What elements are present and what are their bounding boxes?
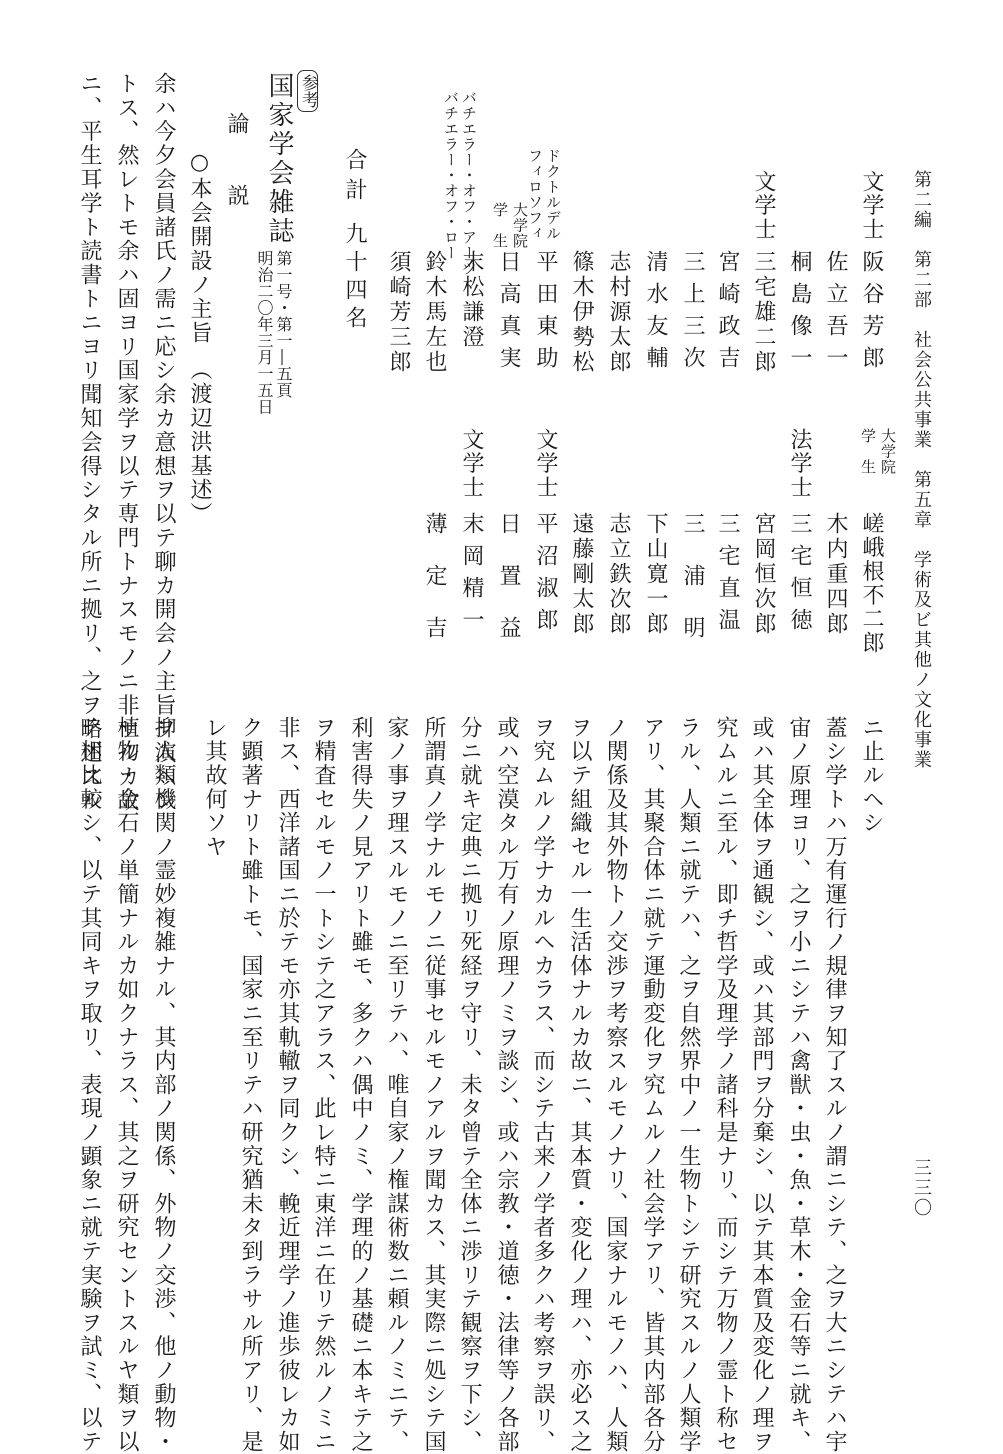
body-column: ニ、平生耳学ト読書トニヨリ聞知会得シタル所ニ拠リ、之ヲ略述スル [77,72,102,813]
body-column: 蓋シ学トハ万有運行ノ規律ヲ知了スルノ謂ニシテ、之ヲ大ニシテハ宇 [822,716,847,1454]
article-title: ○本会開設ノ主旨 （渡辺洪基述） [187,150,212,526]
body-column: トス、然レトモ余ハ固ヨリ国家学ヲ以テ専門トナスモノニ非サルカ故 [114,72,139,813]
degree-title: 法学士 [787,428,812,500]
graduate-label-line: 学 生 [491,202,509,249]
running-title: 第二編 第二部 社会公共事業 第五章 学術及ビ其他ノ文化事業 [911,170,932,770]
member-name: 薄定吉 [422,512,447,668]
member-name: 鈴木馬左也 [422,250,447,375]
graduate-student-label [492,202,528,249]
graduate-label-line: 学 生 [859,428,877,475]
member-name: 佐立吾一 [823,250,848,378]
member-name: 遠藤剛太郎 [569,512,594,637]
degree-title: 文学士 [751,170,776,242]
member-name: 三宅恒徳 [787,512,812,640]
total-value: 九十四名 [342,222,367,334]
body-column: ラル、人類ニ就テハ、之ヲ自然界中ノ一生物トシテ研究スルノ人類学 [676,716,701,1454]
journal-citation [256,250,292,415]
body-column: 究ムルニ至ル、即チ哲学及理学ノ諸科是ナリ、而シテ万物ノ霊ト称セ [713,716,738,1454]
degree-title: 文学士 [459,428,484,500]
member-name: 末岡精一 [459,512,484,640]
member-name: 宮崎政吉 [715,250,740,378]
body-column: ヲ精査セルモノ一トシテ之アラス、此レ特ニ東洋ニ在リテ然ルノミニ [311,716,336,1454]
doctor-label-line: ドクトルデル [544,148,562,241]
doctor-degree-label [527,148,561,241]
body-column: 或ハ其全体ヲ通観シ、或ハ其部門ヲ分棄シ、以テ其本質及変化ノ理ヲ [749,716,774,1454]
member-name: 下山寛一郎 [643,512,668,637]
body-column: レ其故何ソヤ [202,716,227,859]
member-name: 篠木伊勢松 [569,250,594,375]
journal-issue: 第一号・第一―五頁 [274,250,293,399]
member-name: 宮岡恒次郎 [751,512,776,637]
degree-title: 文学士 [859,170,884,242]
member-name: 志村源太郎 [606,250,631,375]
body-column: ク顕著ナリト雖トモ、国家ニ至リテハ研究猶未タ到ラサル所アリ、是 [238,716,263,1454]
graduate-student-label [860,428,896,475]
member-name: 三浦明 [680,512,705,668]
member-name: 平田東助 [533,250,558,378]
member-name: 三宅雄二郎 [751,250,776,375]
member-name: 阪谷芳郎 [859,250,884,378]
member-name: 嵯峨根不二郎 [859,512,884,655]
member-name: 須崎芳三郎 [386,250,411,375]
member-name: 日置益 [496,512,521,668]
journal-date: 明治二〇年三月一五日 [255,250,274,415]
body-column: 所謂真ノ学ナルモノニ従事セルモノアルヲ聞カス、其実際ニ処シテ国 [421,716,446,1454]
body-column: 家ノ事ヲ理スルモノニ至リテハ、唯自家ノ権謀術数ニ頼ルノミニテ、 [384,716,409,1454]
body-column: ヲ以テ組織セル一生活体ナルカ故ニ、其本質・変化ノ理ハ、亦必ス之 [567,716,592,1454]
body-column: 分ニ就キ定典ニ拠リ死経ヲ守リ、未タ曾テ全体ニ渉リテ観察ヲ下シ、 [457,716,482,1454]
bachelor-label-line: バチエラー・オフ・ロー [442,90,460,261]
section-heading: 論 説 [224,112,249,220]
body-column: 或ハ空漠タル万有ノ原理ノミヲ談シ、或ハ宗教・道徳・法律等ノ各部 [494,716,519,1454]
member-name: 末松謙澄 [459,250,484,350]
body-column: 抑人類機関ノ霊妙複雑ナル、其内部ノ関係、外物ノ交渉、他ノ動物・ [151,716,176,1454]
degree-title: 文学士 [533,428,558,500]
member-name: 平沼淑郎 [533,512,558,640]
body-column: アリ、其聚合体ニ就テ運動変化ヲ究ムルノ社会学アリ、皆其内部各分 [640,716,665,1454]
body-column: 植物・金石ノ単簡ナルカ如クナラス、其之ヲ研究セントスルヤ類ヲ以 [114,716,139,1454]
member-name: 志立鉄次郎 [606,512,631,637]
graduate-label-line: 大学院 [879,428,897,475]
member-name: 桐島像一 [787,250,812,378]
doctor-label-line: フィロソフィ [526,148,544,241]
body-column: 非ス、西洋諸国ニ於テモ亦其軌轍ヲ同クシ、輓近理学ノ進歩彼レカ如 [275,716,300,1454]
page-number: 三三〇 [911,1158,932,1218]
body-column: 利害得失ノ見アリト雖モ、多クハ偶中ノミ、学理的ノ基礎ニ本キテ之 [348,716,373,1454]
body-column: ヲ究ムルノ学ナカルヘカラス、而シテ古来ノ学者多クハ考察ヲ誤リ、 [530,716,555,1454]
reference-mark: 参考 [297,70,318,112]
body-column: テ相比較シ、以テ其同キヲ取リ、表現ノ顕象ニ就テ実験ヲ試ミ、以テ [77,716,102,1454]
member-name: 三上三次 [680,250,705,378]
body-column: 余ハ今夕会員諸氏ノ需ニ応シ余カ意想ヲ以テ聊カ開会ノ主旨ヲ演ヘン [151,72,176,813]
journal-title: 国家学会雑誌 [264,72,294,246]
bachelor-degree-label [443,90,477,276]
graduate-label-line: 大学院 [511,202,529,249]
member-name: 日高真実 [496,250,521,378]
member-name: 三宅直温 [715,512,740,640]
member-name: 木内重四郎 [823,512,848,637]
member-name: 清水友輔 [643,250,668,378]
body-column: 宙ノ原理ヨリ、之ヲ小ニシテハ禽獣・虫・魚・草木・金石等ニ就キ、 [786,716,811,1454]
body-column: ノ関係及其外物トノ交渉ヲ考察スルモノナリ、国家ナルモノハ、人類 [603,716,628,1454]
bachelor-label-line: バチエラー・オフ・アーツ [460,90,478,276]
body-column: ニ止ルヘシ [859,716,884,835]
total-label: 合計 [342,148,367,208]
